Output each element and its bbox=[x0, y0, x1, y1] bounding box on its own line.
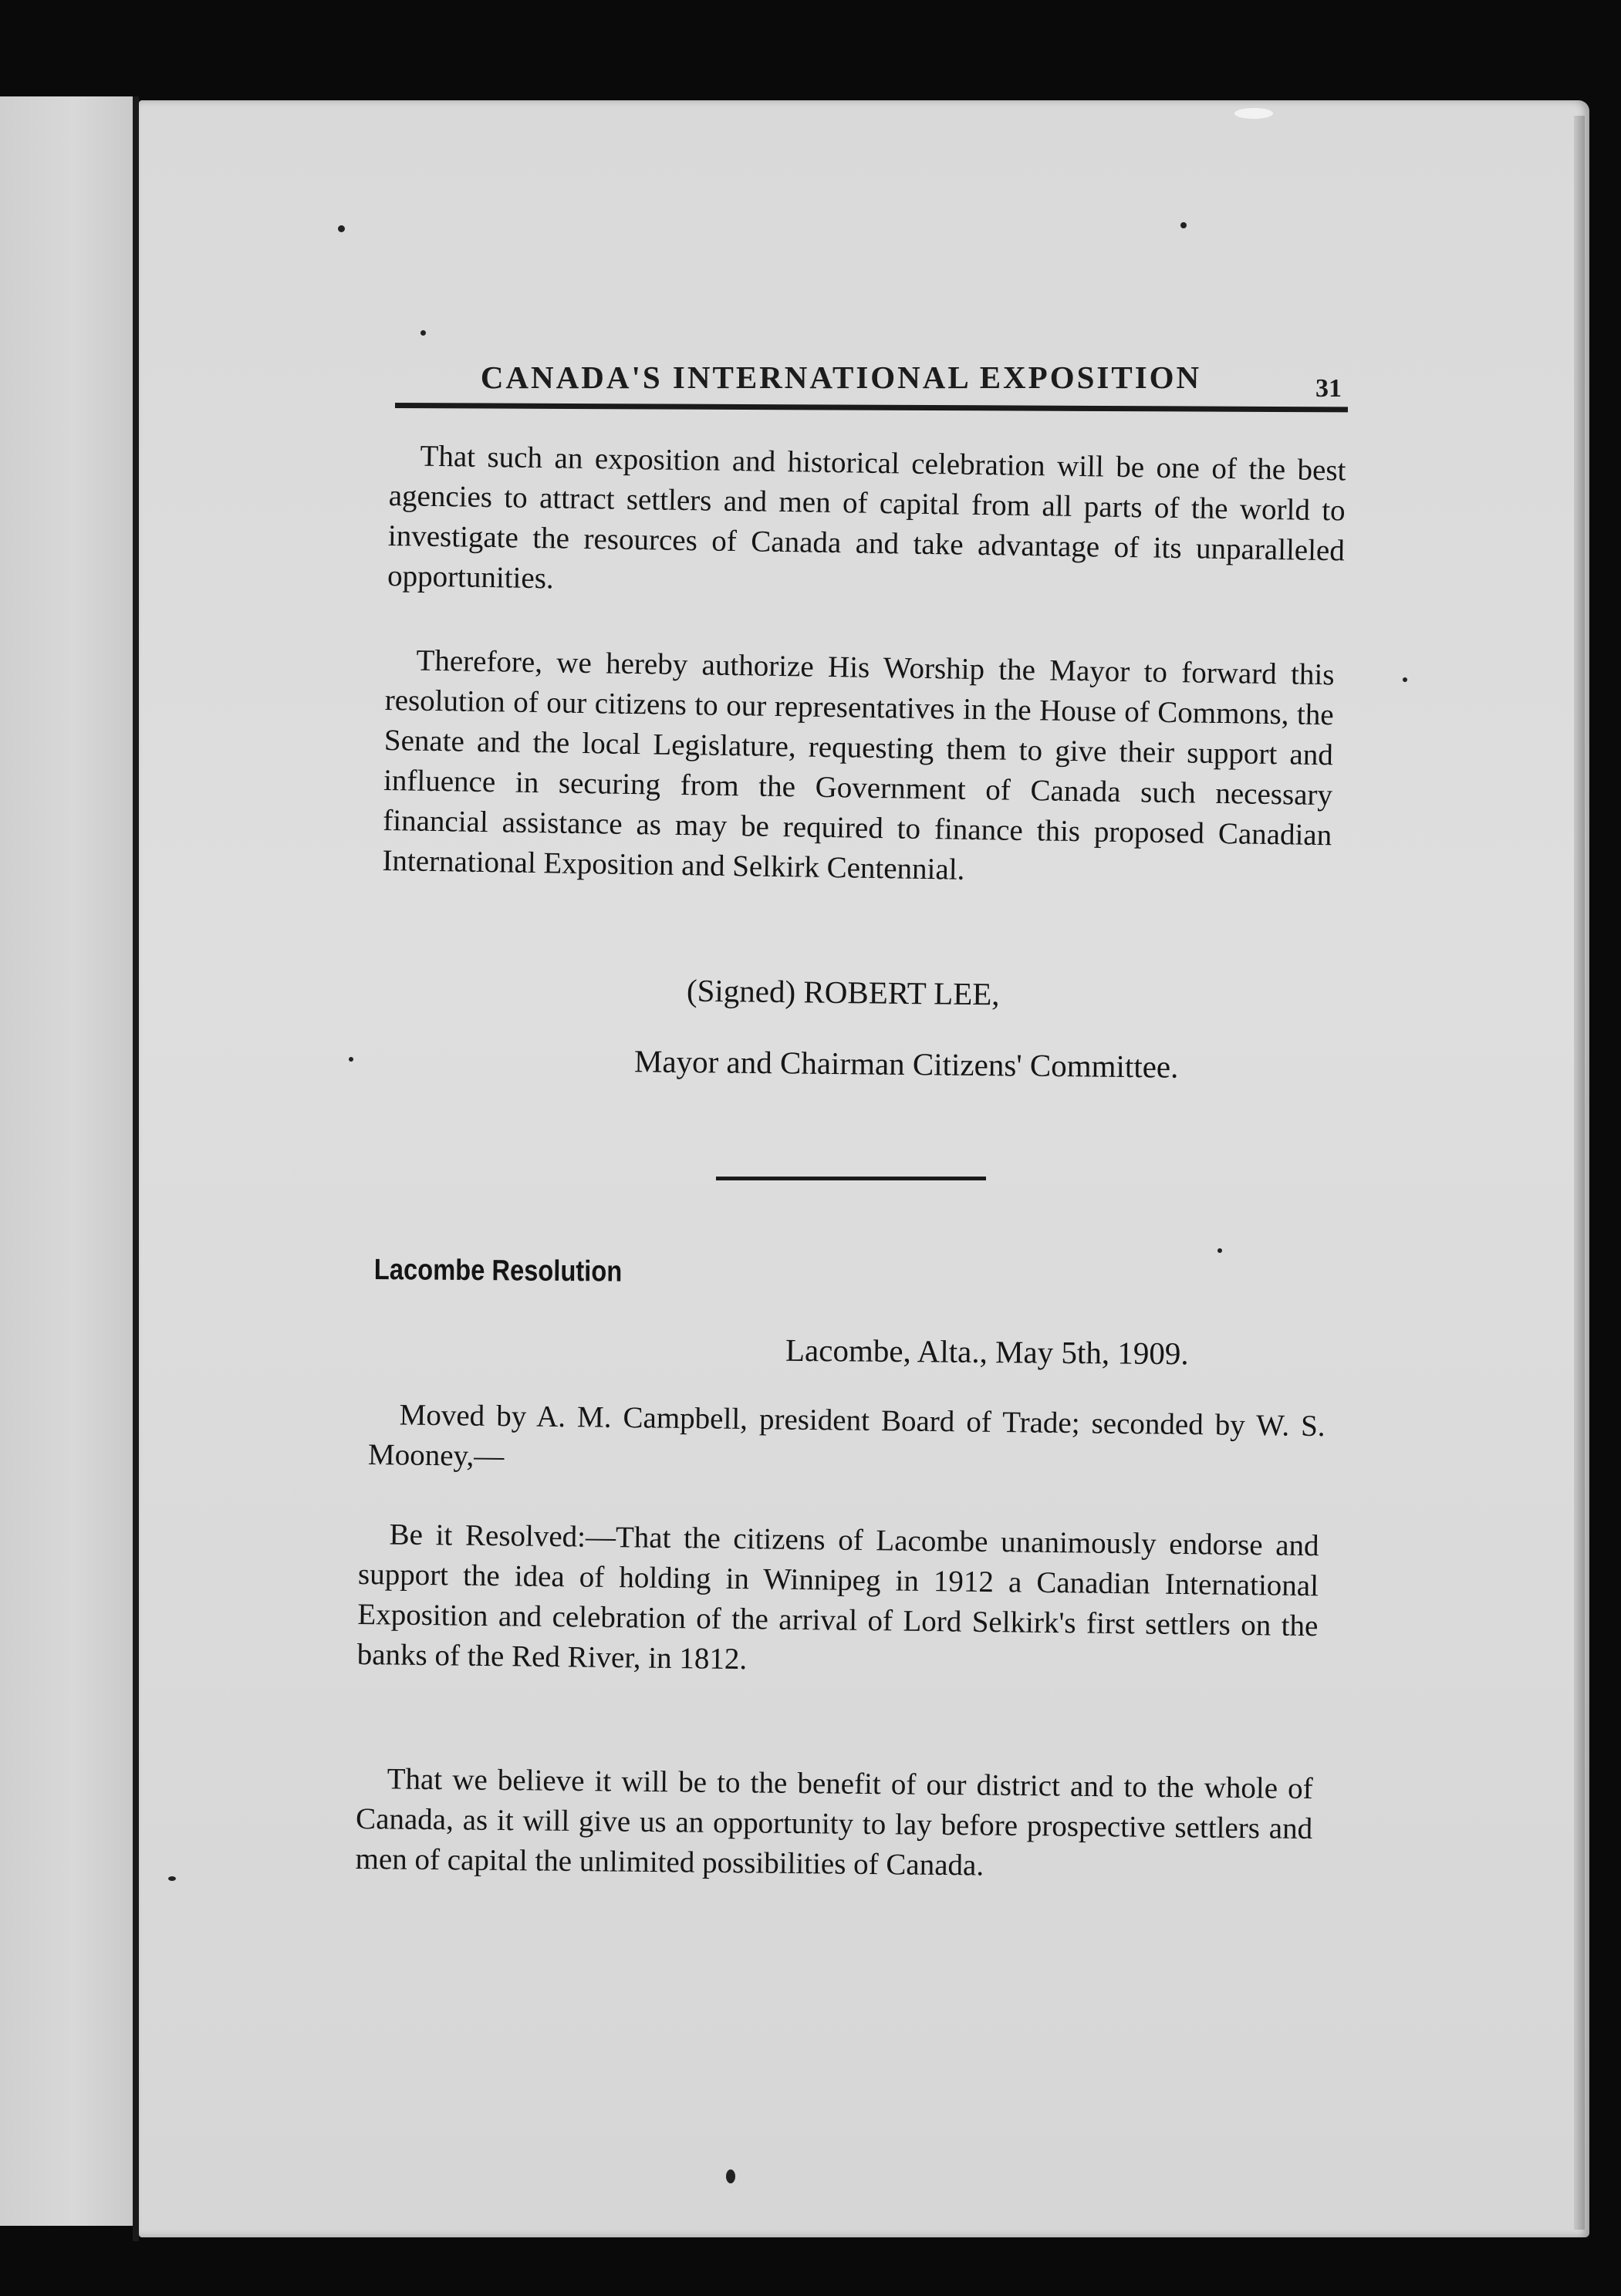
dateline: Lacombe, Alta., May 5th, 1909. bbox=[785, 1332, 1189, 1372]
page-number: 31 bbox=[1315, 374, 1342, 403]
paragraph bbox=[382, 640, 1335, 896]
paragraph bbox=[355, 1759, 1313, 1889]
scan-speck bbox=[338, 225, 345, 232]
section-divider bbox=[716, 1177, 986, 1180]
book-gutter bbox=[133, 96, 139, 2241]
scan-speck bbox=[726, 2169, 735, 2183]
paragraph-text: Moved by A. M. Campbell, president Board of Trade; seconded by W. S. Mooney,— bbox=[367, 1398, 1326, 1474]
signature-line: (Signed) ROBERT LEE, bbox=[686, 972, 1000, 1012]
book-page bbox=[139, 100, 1589, 2237]
paragraph-text: That such an exposition and historical celebration will be one of the best agencies to attract settlers and men of capital from all parts of the world to investigate the resources of Canada and take advantage of its unparalleled opportunities. bbox=[387, 439, 1346, 596]
scan-speck bbox=[349, 1057, 353, 1062]
facing-page-edge bbox=[0, 96, 136, 2226]
paragraph bbox=[356, 1514, 1319, 1687]
scan-speck bbox=[1234, 108, 1273, 119]
section-heading: Lacombe Resolution bbox=[373, 1254, 623, 1288]
paragraph-text: Therefore, we hereby authorize His Worship the Mayor to forward this resolution of our citizens to our representatives in the House of Commons, the Senate and the local Legislature, requesting them to give their support and influence in securing from the Government of Canada such necessary financial assistance as may be required to finance this proposed Canadian International Exposition and Selkirk Centennial. bbox=[382, 643, 1335, 886]
scan-speck bbox=[420, 330, 426, 336]
scan-speck bbox=[1217, 1248, 1222, 1253]
running-head: CANADA'S INTERNATIONAL EXPOSITION bbox=[480, 360, 1202, 395]
paragraph bbox=[368, 1395, 1326, 1487]
scan-speck bbox=[1180, 222, 1187, 228]
paragraph-text: That we believe it will be to the benefit of our district and to the whole of Canada, as it will give us an opportunity to lay before prospective settlers and men of capital the unlimited possibilities of Canada. bbox=[355, 1762, 1313, 1882]
signature-title: Mayor and Chairman Citizens' Committee. bbox=[633, 1043, 1179, 1085]
page-right-edge bbox=[1574, 116, 1585, 2230]
scan-speck bbox=[1403, 677, 1407, 682]
paragraph bbox=[387, 436, 1346, 611]
paragraph-text: Be it Resolved:—That the citizens of Lacombe unanimously endorse and support the idea of holding in Winnipeg in 1912 a Canadian International Exposition and celebration of the arrival of Lord Selkirk's first settlers on the banks of the Red River, in 1812. bbox=[356, 1518, 1319, 1676]
scan-speck bbox=[168, 1876, 176, 1881]
